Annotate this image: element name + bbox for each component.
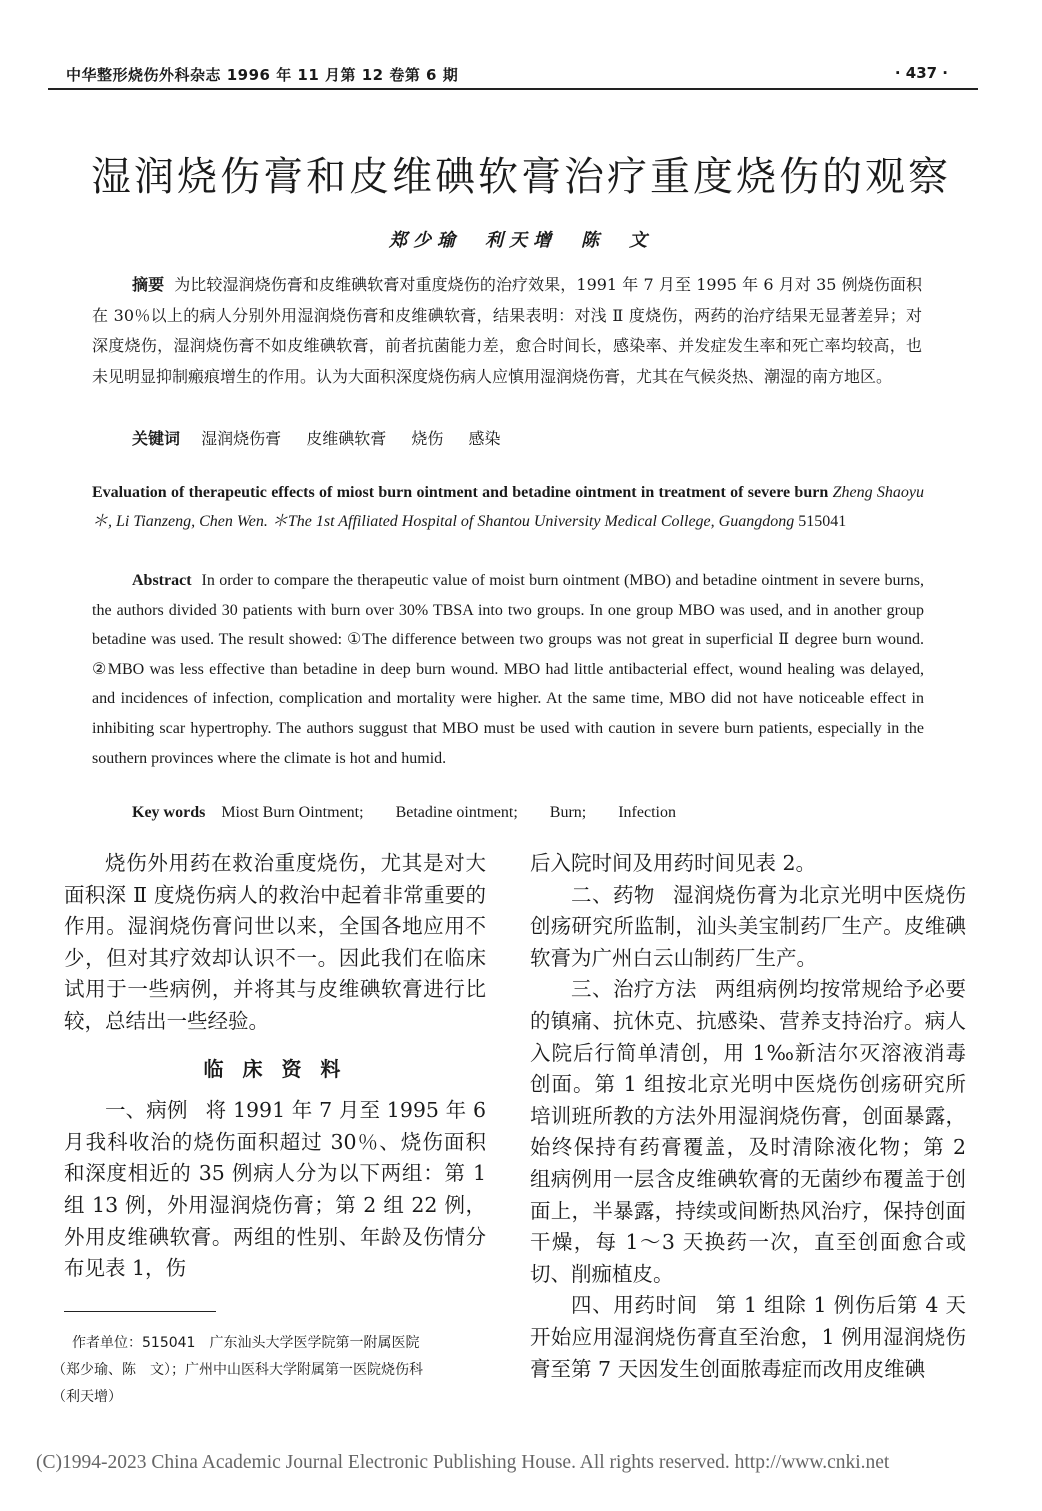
article-authors: 郑少瑜 利天增 陈 文 bbox=[389, 230, 653, 251]
drugs-paragraph bbox=[530, 880, 966, 975]
chinese-keyword: 皮维碘软膏 bbox=[306, 429, 387, 448]
continuation-paragraph: 后入院时间及用药时间见表 2。 bbox=[530, 851, 817, 875]
cases-text: 将 1991 年 7 月至 1995 年 6 月我科收治的烧伤面积超过 30％、烧伤面积和深度相近的 35 例病人分为以下两组：第 1 组 13 例，外用湿润烧伤膏；第 2 组 22 例，外用皮维碘软膏。两组的性别、年龄及伤情分布见表 1，伤 bbox=[64, 1098, 487, 1281]
header-rule bbox=[48, 88, 978, 90]
english-keyword: Burn; bbox=[549, 804, 587, 821]
english-keywords-label: Key words bbox=[132, 804, 206, 821]
intro-paragraph: 烧伤外用药在救治重度烧伤，尤其是对大面积深 Ⅱ 度烧伤病人的救治中起着非常重要的作用。湿润烧伤膏问世以来，全国各地应用不少，但对其疗效却认识不一。因此我们在临床试用于一些病例，并将其与皮维碘软膏进行比较，总结出一些经验。 bbox=[64, 851, 486, 1033]
footnote-line: （利天增） bbox=[52, 1389, 122, 1405]
footnote-line: 作者单位：515041 广东汕头大学医学院第一附属医院 bbox=[72, 1335, 420, 1351]
article-title: 湿润烧伤膏和皮维碘软膏治疗重度烧伤的观察 bbox=[91, 154, 951, 200]
cases-paragraph bbox=[64, 1095, 486, 1285]
english-abstract-text: In order to compare the therapeutic value of moist burn ointment (MBO) and betadine ointment in severe burns, the authors divided 30 patients with burn over 30% TBSA into two groups. In one group MBO was used, and in another group betadine was used. The result showed: ①The difference between two groups was not great in superficial Ⅱ degree burn wound. ②MBO was less effective than betadine in deep burn wound. MBO had little antibacterial effect, wound healing was delayed, and incidences of infection, complication and mortality were higher. At the same time, MBO did not have noticeable effect in inhibiting scar hypertrophy. The authors suggust that MBO must be used with caution in severe burn patients, especially in the southern provinces where the climate is hot and humid. bbox=[92, 572, 925, 767]
chinese-keyword: 感染 bbox=[468, 429, 501, 448]
chinese-keywords bbox=[132, 426, 520, 449]
chinese-abstract-label: 摘要 bbox=[132, 275, 165, 294]
english-title-block bbox=[92, 478, 924, 536]
timing-text: 第 1 组除 1 例伤后第 4 天开始应用湿润烧伤膏直至治愈，1 例用湿润烧伤膏至第 7 天因发生创面脓毒症而改用皮维碘 bbox=[530, 1293, 966, 1381]
english-abstract-label: Abstract bbox=[132, 572, 192, 589]
chinese-keyword: 湿润烧伤膏 bbox=[201, 429, 282, 448]
treatment-paragraph bbox=[530, 974, 966, 1290]
footnote-line: （郑少瑜、陈 文）；广州中山医科大学附属第一医院烧伤科 bbox=[52, 1362, 423, 1378]
english-authors: Zheng Shaoyu＊, Li Tianzeng, Chen Wen. bbox=[92, 484, 924, 530]
english-keyword: Betadine ointment; bbox=[395, 804, 518, 821]
english-keyword: Infection bbox=[618, 804, 676, 821]
english-abstract bbox=[92, 566, 924, 773]
english-keywords bbox=[132, 804, 704, 822]
footnote-rule bbox=[64, 1311, 216, 1312]
timing-label: 四、用药时间 bbox=[571, 1293, 698, 1318]
journal-header: 中华整形烧伤外科杂志 1996 年 11 月第 12 卷第 6 期 bbox=[66, 66, 459, 84]
english-title: Evaluation of therapeutic effects of miost burn ointment and betadine ointment in treatment of severe burn bbox=[92, 484, 829, 501]
chinese-abstract-text: 为比较湿润烧伤膏和皮维碘软膏对重度烧伤的治疗效果，1991 年 7 月至 1995 年 6 月对 35 例烧伤面积在 30％以上的病人分别外用湿润烧伤膏和皮维碘软膏，结果表明：对浅 Ⅱ 度烧伤，两药的治疗结果无显著差异；对深度烧伤，湿润烧伤膏不如皮维碘软膏，前者抗菌能力差，愈合时间长，感染率、并发症发生率和死亡率均较高，也未见明显抑制瘢痕增生的作用。认为大面积深度烧伤病人应慎用湿润烧伤膏，尤其在气候炎热、潮湿的南方地区。 bbox=[92, 275, 922, 386]
section-heading: 临 床 资 料 bbox=[203, 1056, 347, 1081]
treatment-label: 三、治疗方法 bbox=[571, 977, 697, 1002]
chinese-keyword: 烧伤 bbox=[411, 429, 444, 448]
chinese-keywords-label: 关键词 bbox=[132, 429, 181, 448]
english-affiliation: ＊The 1st Affiliated Hospital of Shantou University Medical College, Guangdong bbox=[271, 513, 795, 530]
drugs-label: 二、药物 bbox=[571, 882, 655, 907]
body-left-column bbox=[64, 848, 486, 1285]
drugs-text: 湿润烧伤膏为北京光明中医烧伤创疡研究所监制，汕头美宝制药厂生产。皮维碘软膏为广州白云山制药厂生产。 bbox=[530, 882, 967, 970]
english-keyword: Miost Burn Ointment; bbox=[221, 804, 364, 821]
author-footnote bbox=[52, 1330, 488, 1411]
cases-label: 一、病例 bbox=[105, 1098, 188, 1123]
page-number: · 437 · bbox=[894, 64, 948, 82]
copyright-watermark: (C)1994-2023 China Academic Journal Electronic Publishing House. All rights reserved. http://www.cnki.net bbox=[36, 1452, 890, 1473]
treatment-text: 两组病例均按常规给予必要的镇痛、抗休克、抗感染、营养支持治疗。病人入院后行简单清创，用 1‰新洁尔灭溶液消毒创面。第 1 组按北京光明中医烧伤创疡研究所培训班所教的方法外用湿润烧伤膏，创面暴露，始终保持有药膏覆盖，及时清除液化物；第 2 组病例用一层含皮维碘软膏的无菌纱布覆盖于创面上，半暴露，持续或间断热风治疗，保持创面干燥，每 1～3 天换药一次，直至创面愈合或切、削痂植皮。 bbox=[530, 977, 967, 1286]
english-postcode: 515041 bbox=[798, 513, 847, 530]
body-right-column bbox=[530, 848, 966, 1385]
chinese-abstract bbox=[92, 270, 922, 392]
timing-paragraph bbox=[530, 1290, 966, 1385]
